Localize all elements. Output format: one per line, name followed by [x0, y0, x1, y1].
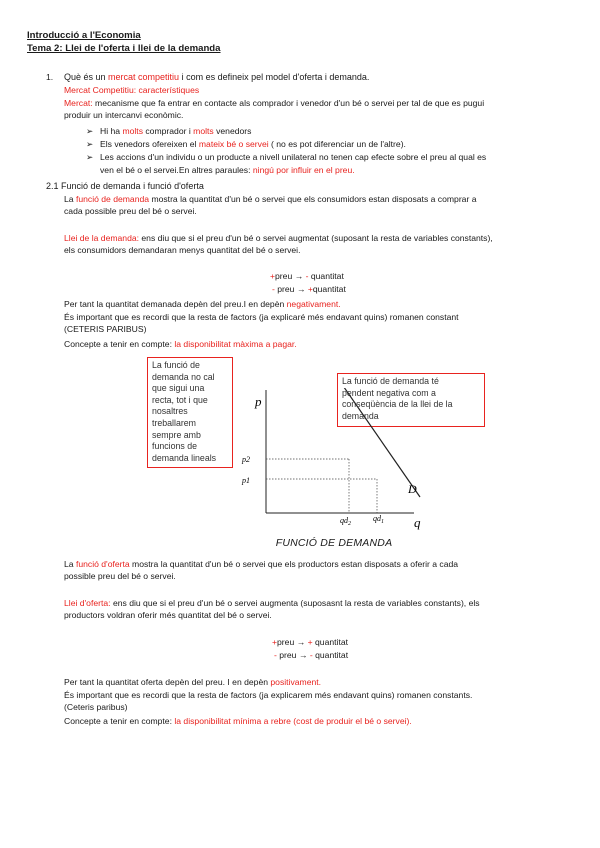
- note-left-line: treballarem: [152, 417, 197, 428]
- arrow-bullet-icon: ➢: [86, 152, 94, 162]
- q1-question: [64, 71, 369, 83]
- demand-p1-red: funció de demanda: [75, 194, 150, 204]
- x-axis-label: q: [414, 515, 421, 530]
- note-left-line: funcions de: [152, 441, 197, 452]
- supply-rel2-sign-1: -: [274, 650, 277, 660]
- arrow-bullet-icon: ➢: [86, 139, 94, 149]
- supply-rel2-text-1: preu →: [276, 650, 310, 660]
- demand-dep-red: negativament.: [286, 299, 341, 309]
- bullet-3-line-2: [100, 164, 355, 176]
- supply-rel1-sign-2: +: [307, 637, 313, 647]
- note-left-line: nosaltres: [152, 406, 188, 417]
- demand-rel1-sign-1: +: [270, 271, 276, 281]
- bullet-3-line-2-red: ningú por influir en el preu.: [252, 165, 355, 175]
- bullet-1: [86, 125, 251, 137]
- topic-title: Tema 2: Llei de l'oferta i llei de la demanda: [27, 43, 221, 54]
- demand-rel1-text-2: quantitat: [308, 271, 344, 281]
- demand-law-2: els consumidors demandaran menys quantitat del bé o servei.: [64, 245, 301, 256]
- supply-rel2-text-2: quantitat: [312, 650, 349, 660]
- supply-ceteris: [64, 689, 472, 714]
- supply-p1-c: possible preu del bé o servei.: [64, 571, 176, 582]
- bullet-3-text: Les accions d'un individu o un producte a nivell unilateral no tenen cap efecte sobre el preu al qual es: [100, 152, 487, 162]
- q1-number: 1.: [46, 72, 54, 82]
- supply-concept: [64, 715, 412, 727]
- note-left-line: demanda lineals: [152, 452, 217, 463]
- section-2-1-title: 2.1 Funció de demanda i funció d'oferta: [46, 181, 204, 191]
- supply-law-label: Llei d'oferta:: [64, 598, 111, 608]
- bullet-1-text-a: Hi ha: [100, 126, 123, 136]
- demand-ceteris-1: És important que es recordi que la resta de factors (ja explicaré més endavant quins) romanen constant: [64, 312, 459, 322]
- mercat-definition: [64, 97, 564, 122]
- supply-relation-2: [274, 649, 348, 661]
- demand-dep-text: Per tant la quantitat demanada depèn del preu.I en depèn: [64, 299, 287, 309]
- qd2-subscript: 2: [348, 521, 351, 527]
- note-right-line: demanda: [342, 410, 379, 421]
- bullet-2: [86, 138, 406, 150]
- q1-text-b: i com es defineix pel model d'oferta i demanda.: [179, 72, 370, 82]
- q1-text-red: mercat competitiu: [108, 72, 180, 82]
- mercat-def-2: produir un intercanvi econòmic.: [64, 110, 184, 121]
- qd2-text: qd: [340, 516, 348, 525]
- course-title: Introducció a l'Economia: [27, 30, 141, 41]
- bullet-1-red-a: molts: [122, 126, 143, 136]
- demand-dependency: [64, 298, 341, 310]
- supply-concept-text: Concepte a tenir en compte:: [64, 716, 175, 726]
- supply-law-1: ens diu que si el preu d'un bé o servei augmenta (suposasnt la resta de variables constants), els: [110, 598, 480, 608]
- demand-rel2-text-1: preu →: [274, 284, 308, 294]
- demand-relation-2: [272, 283, 346, 295]
- demand-concept: [64, 338, 297, 350]
- demand-ceteris-2: (CETERIS PARIBUS): [64, 324, 147, 335]
- supply-p1-red: funció d'oferta: [75, 559, 130, 569]
- bullet-2-red: mateix bé o servei: [198, 139, 269, 149]
- demand-law-1: ens diu que si el preu d'un bé o servei augmentat (suposant la resta de variables constants),: [139, 233, 493, 243]
- note-right-line: La funció de demanda té: [342, 376, 439, 386]
- qd1-text: qd: [373, 514, 381, 523]
- bullet-3: [86, 151, 486, 163]
- supply-law-paragraph: [64, 597, 480, 622]
- supply-ceteris-2: (Ceteris paribus): [64, 702, 128, 713]
- supply-p1-b: mostra la quantitat d'un bé o servei que els productors estan disposats a oferir a cada: [129, 559, 459, 569]
- supply-rel1-text-1: preu →: [277, 637, 308, 647]
- demand-function-paragraph: [64, 193, 477, 218]
- supply-dep-red: positivament.: [270, 677, 322, 687]
- note-box-left: [147, 357, 233, 468]
- note-right-line: conseqüència de la llei de la: [342, 399, 453, 410]
- arrow-bullet-icon: ➢: [86, 126, 94, 136]
- bullet-3-line-2-text: ven el bé o el servei.En altres paraules:: [100, 165, 253, 175]
- demand-rel1-sign-2: -: [305, 271, 309, 281]
- chart-caption: FUNCIÓ DE DEMANDA: [275, 537, 393, 549]
- note-left-line: recta, tot i que: [152, 394, 208, 405]
- curve-label-d: D: [408, 482, 417, 496]
- demand-ceteris: [64, 311, 459, 336]
- demand-law-paragraph: [64, 232, 493, 257]
- qd1-subscript: 1: [381, 519, 384, 525]
- mercat-def-1: mecanisme que fa entrar en contacte als comprador i venedor d'un bé o servei per tal de que es pugui: [92, 98, 485, 108]
- demand-concept-text: Concepte a tenir en compte:: [64, 339, 175, 349]
- demand-rel2-text-2: quantitat: [312, 284, 346, 294]
- bullet-1-text-c: venedors: [213, 126, 252, 136]
- qd2-label: [340, 516, 351, 527]
- demand-p1-c: cada possible preu del bé o servei.: [64, 206, 197, 217]
- demand-p1-b: mostra la quantitat d'un bé o servei que els consumidors estan disposats a comprar a: [149, 194, 477, 204]
- supply-rel2-sign-2: -: [309, 650, 313, 660]
- demand-law-label: Llei de la demanda:: [64, 233, 140, 243]
- note-left-line: sempre amb: [152, 429, 201, 440]
- demand-relation-1: [270, 270, 344, 282]
- supply-rel1-text-2: quantitat: [312, 637, 348, 647]
- p1-label: p1: [242, 476, 250, 485]
- bullet-2-text-a: Els venedors ofereixen el: [100, 139, 199, 149]
- supply-dependency: [64, 676, 321, 688]
- note-right-line: pendent negativa com a: [342, 387, 436, 398]
- supply-law-2: productors voldran oferir més quantitat del bé o servei.: [64, 610, 272, 621]
- supply-function-paragraph: [64, 558, 458, 583]
- qd1-label: [373, 514, 384, 525]
- bullet-1-red-b: molts: [193, 126, 214, 136]
- bullet-2-text-b: ( no es pot diferenciar un de l'altre).: [268, 139, 406, 149]
- supply-dep-text: Per tant la quantitat oferta depèn del preu. I en depèn: [64, 677, 271, 687]
- note-left-line: La funció de: [152, 360, 200, 370]
- demand-concept-red: la disponibilitat màxima a pagar.: [174, 339, 297, 349]
- supply-p1-a: La: [64, 559, 76, 569]
- bullet-1-text-b: comprador i: [143, 126, 194, 136]
- note-left-line: demanda no cal: [152, 371, 215, 382]
- demand-rel1-text-1: preu →: [275, 271, 306, 281]
- supply-ceteris-1: És important que es recordi que la resta de factors (ja explicarem més endavant quins) romanen constants.: [64, 690, 473, 700]
- q1-text-a: Què és un: [64, 72, 109, 82]
- p2-label: p2: [242, 455, 250, 464]
- note-left-line: que sigui una: [152, 383, 205, 394]
- supply-rel1-sign-1: +: [272, 637, 278, 647]
- demand-chart: [236, 388, 426, 533]
- supply-concept-red: la disponibilitat mínima a rebre (cost de produir el bé o servei).: [174, 716, 412, 726]
- demand-rel2-sign-1: -: [272, 284, 275, 294]
- y-axis-label: p: [255, 394, 262, 409]
- demand-rel2-sign-2: +: [307, 284, 313, 294]
- supply-relation-1: [272, 636, 348, 648]
- demand-p1-a: La: [64, 194, 76, 204]
- q1-heading: Mercat Competitiu: característiques: [64, 85, 200, 95]
- mercat-label: Mercat:: [64, 98, 93, 108]
